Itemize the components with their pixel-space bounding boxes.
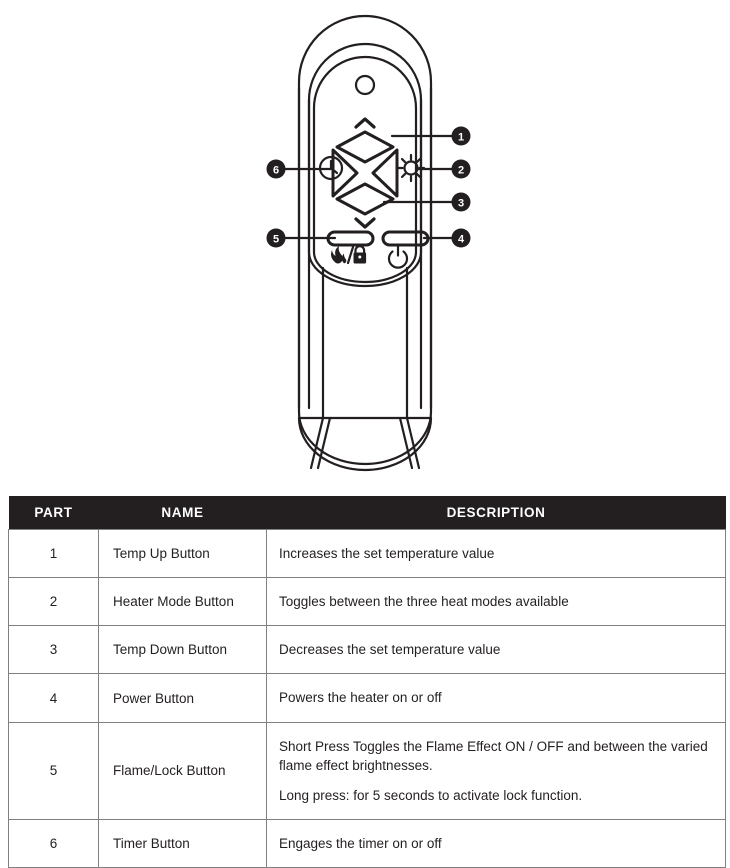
cell-description <box>267 530 726 578</box>
callout-label-4: 4 <box>457 233 465 246</box>
parts-table-body <box>9 530 726 868</box>
callout-badge-6 <box>267 160 286 179</box>
table-header-row <box>9 496 726 530</box>
indicator-led <box>356 76 374 94</box>
padlock-icon <box>354 246 367 263</box>
table-row <box>9 674 726 722</box>
callout-label-3: 3 <box>457 197 465 210</box>
cell-description <box>267 674 726 722</box>
callout-label-5: 5 <box>272 233 280 246</box>
cell-description <box>267 626 726 674</box>
cell-name: Timer Button <box>99 820 267 868</box>
chevron-up-icon <box>356 119 374 127</box>
flame-icon <box>331 246 346 264</box>
callout-badge-2 <box>452 160 471 179</box>
description-line: Long press: for 5 seconds to activate lock function. <box>279 787 583 803</box>
cell-name: Temp Down Button <box>99 626 267 674</box>
cell-name: Heater Mode Button <box>99 578 267 626</box>
table-row <box>9 578 726 626</box>
cell-description <box>267 722 726 819</box>
callout-badge-5 <box>267 229 286 248</box>
cell-part: 2 <box>9 578 99 626</box>
callout-label-1: 1 <box>457 131 465 144</box>
description-line: Decreases the set temperature value <box>279 642 501 658</box>
parts-table-header <box>9 496 726 530</box>
table-row <box>9 820 726 868</box>
callout-badge-1 <box>452 127 471 146</box>
description-line: Powers the heater on or off <box>279 690 442 706</box>
column-header-part: PART <box>9 496 99 530</box>
callout-badge-4 <box>452 229 471 248</box>
cell-name: Flame/Lock Button <box>99 722 267 819</box>
description-line: Toggles between the three heat modes available <box>279 594 569 610</box>
callout-badge-3 <box>452 193 471 212</box>
cell-part: 6 <box>9 820 99 868</box>
table-row <box>9 626 726 674</box>
callout-label-2: 2 <box>457 164 465 177</box>
cell-part: 3 <box>9 626 99 674</box>
temp-down-button <box>337 184 393 214</box>
parts-table-container <box>8 496 726 868</box>
parts-table <box>8 496 726 868</box>
column-header-name: NAME <box>99 496 267 530</box>
icon-separator-slash <box>348 247 353 263</box>
description-line: Short Press Toggles the Flame Effect ON / OFF and between the varied flame effect brightnesses. <box>279 738 708 773</box>
cell-description <box>267 578 726 626</box>
power-icon <box>389 245 407 268</box>
chevron-down-icon <box>356 219 374 227</box>
temp-up-button <box>337 132 393 162</box>
description-line: Engages the timer on or off <box>279 836 442 852</box>
cell-name: Temp Up Button <box>99 530 267 578</box>
callout-label-6: 6 <box>272 164 280 177</box>
cell-part: 1 <box>9 530 99 578</box>
column-header-description: DESCRIPTION <box>267 496 726 530</box>
remote-outer-shell <box>299 16 431 464</box>
table-row <box>9 722 726 819</box>
cell-name: Power Button <box>99 674 267 722</box>
description-line: Increases the set temperature value <box>279 546 495 561</box>
cell-description <box>267 820 726 868</box>
table-row <box>9 530 726 578</box>
cell-part: 5 <box>9 722 99 819</box>
cell-part: 4 <box>9 674 99 722</box>
